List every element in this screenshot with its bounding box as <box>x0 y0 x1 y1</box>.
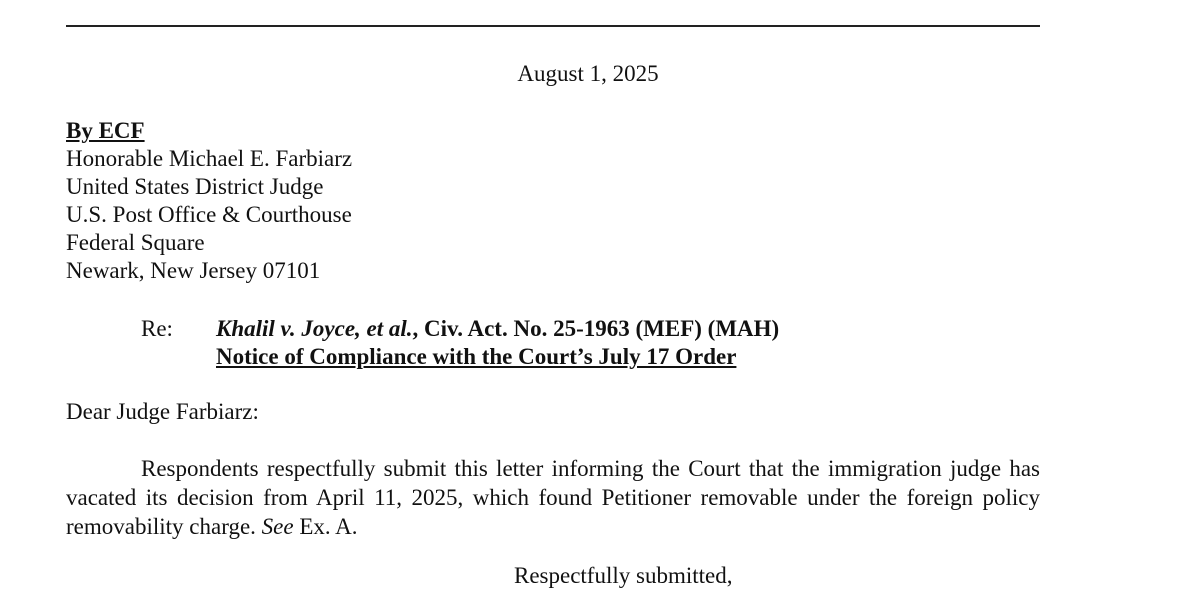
delivery-method: By ECF <box>66 118 145 143</box>
body-end: Ex. A. <box>293 514 358 539</box>
addressee-title: United States District Judge <box>66 174 324 199</box>
closing: Respectfully submitted, <box>514 563 733 588</box>
addressee-name: Honorable Michael E. Farbiarz <box>66 146 353 171</box>
addressee-street: Federal Square <box>66 230 205 255</box>
salutation: Dear Judge Farbiarz: <box>66 399 259 424</box>
case-name: Khalil v. Joyce, et al. <box>216 316 413 341</box>
body-text: Respondents respectfully submit this letter informing the Court that the immigration judge has vacated its decision from April 11, 2025, which found Petitioner removable under the foreign policy removability charge. <box>66 456 1040 539</box>
body-paragraph <box>66 454 1040 541</box>
addressee-building: U.S. Post Office & Courthouse <box>66 202 352 227</box>
re-subject: Notice of Compliance with the Court’s July 17 Order <box>216 344 737 369</box>
see-signal: See <box>261 514 294 539</box>
letter-date: August 1, 2025 <box>517 61 659 86</box>
address-block <box>66 117 352 285</box>
header-rule <box>66 25 1040 27</box>
re-block <box>216 315 779 371</box>
case-number: , Civ. Act. No. 25-1963 (MEF) (MAH) <box>412 316 780 341</box>
re-label: Re: <box>141 316 173 341</box>
addressee-city: Newark, New Jersey 07101 <box>66 258 321 283</box>
